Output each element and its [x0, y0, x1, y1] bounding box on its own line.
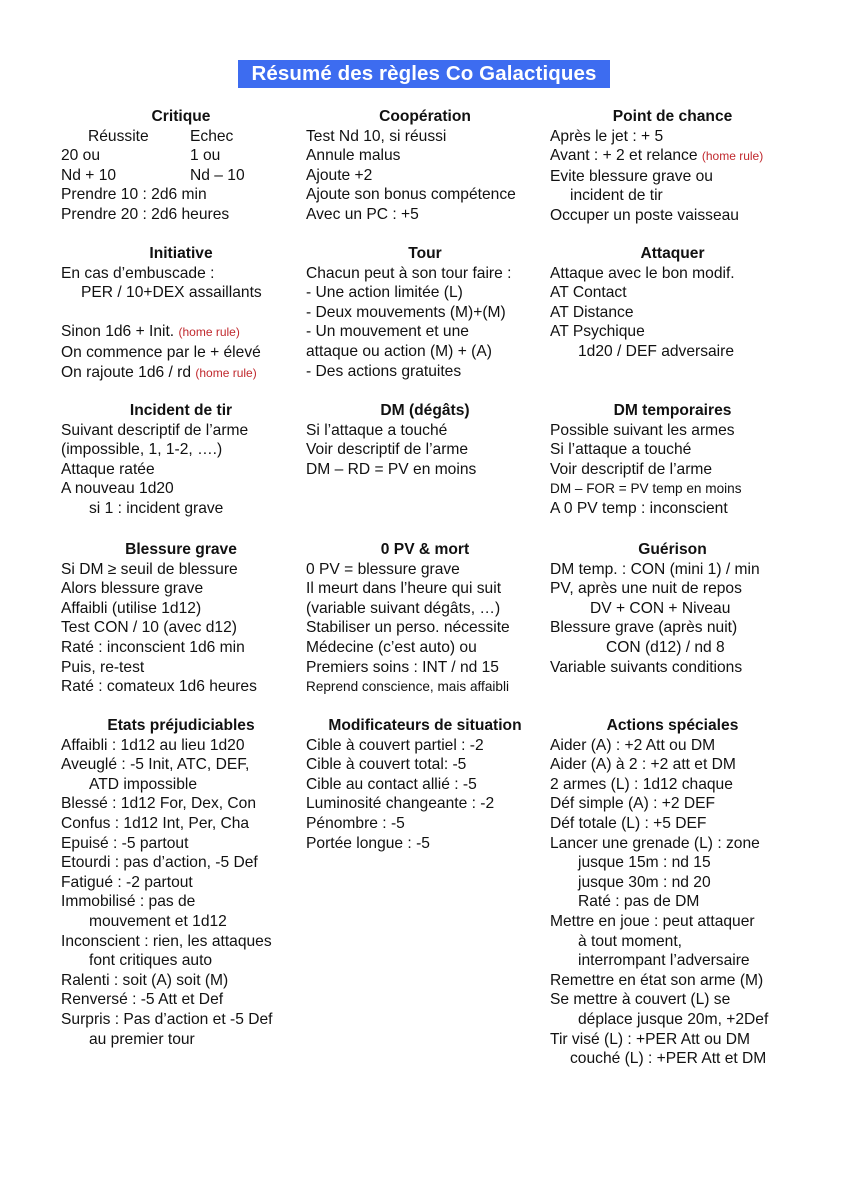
- rule-line: interrompant l’adversaire: [578, 952, 750, 970]
- section-heading: Tour: [408, 245, 442, 262]
- rule-line: Raté : pas de DM: [578, 893, 700, 911]
- section-heading: Incident de tir: [129, 402, 233, 419]
- section-heading: Attaquer: [640, 245, 705, 262]
- rule-line: Pénombre : -5: [306, 814, 405, 832]
- rule-line: Cible au contact allié : -5: [306, 775, 477, 793]
- rule-line: 0 PV = blessure grave: [306, 560, 460, 578]
- rule-line: [61, 363, 301, 384]
- rule-line: AT Psychique: [550, 323, 645, 341]
- section-heading: Coopération: [379, 108, 471, 125]
- section-dm-temporaires: [550, 401, 795, 519]
- rule-line: Annule malus: [306, 147, 401, 165]
- rule-line: Affaibli (utilise 1d12): [61, 599, 202, 617]
- rule-line: Attaque ratée: [61, 460, 155, 478]
- rule-line: DM – FOR = PV temp en moins: [550, 481, 742, 497]
- section-point-de-chance: [550, 107, 795, 226]
- rule-line: Prendre 10 : 2d6 min: [61, 186, 207, 204]
- rule-line: 2 armes (L) : 1d12 chaque: [550, 775, 733, 793]
- rule-line: Cible à couvert partiel : -2: [306, 736, 484, 754]
- page-title: Résumé des règles Co Galactiques: [238, 60, 609, 88]
- rule-line: Prendre 20 : 2d6 heures: [61, 205, 230, 223]
- rule-line: Mettre en joue : peut attaquer: [550, 912, 755, 930]
- rule-line: [61, 322, 301, 343]
- rule-line: Si l’attaque a touché: [550, 441, 692, 459]
- rule-line: Affaibli : 1d12 au lieu 1d20: [61, 736, 245, 754]
- rule-line: DM temp. : CON (mini 1) / min: [550, 560, 760, 578]
- rule-line: (impossible, 1, 1-2, ….): [61, 441, 223, 459]
- rule-line: Surpris : Pas d’action et -5 Def: [61, 1010, 273, 1028]
- rule-line: Aider (A) : +2 Att ou DM: [550, 736, 716, 754]
- rule-line: Fatigué : -2 partout: [61, 873, 193, 891]
- rule-text: Sinon 1d6 + Init.: [61, 323, 179, 341]
- section-heading: Actions spéciales: [606, 717, 739, 734]
- rule-line: A 0 PV temp : inconscient: [550, 499, 728, 517]
- critique-header-row: [61, 127, 301, 147]
- rule-line: Evite blessure grave ou: [550, 167, 713, 185]
- rule-line: Occuper un poste vaisseau: [550, 206, 739, 224]
- rule-line: Epuisé : -5 partout: [61, 834, 189, 852]
- rule-line: Médecine (c’est auto) ou: [306, 638, 477, 656]
- rule-line: DV + CON + Niveau: [590, 599, 731, 617]
- rule-line: à tout moment,: [578, 932, 683, 950]
- rule-line: On commence par le + élevé: [61, 343, 261, 361]
- rule-line: A nouveau 1d20: [61, 480, 174, 498]
- rule-line: Ajoute son bonus compétence: [306, 186, 516, 204]
- home-rule-note: (home rule): [178, 325, 240, 340]
- rule-line: Luminosité changeante : -2: [306, 795, 495, 813]
- section-heading: Blessure grave: [125, 541, 237, 558]
- section-heading: Point de chance: [612, 108, 733, 125]
- rule-line: Variable suivants conditions: [550, 658, 743, 676]
- rule-line: Attaque avec le bon modif.: [550, 264, 735, 282]
- section-initiative: [61, 244, 301, 383]
- rule-line: Renversé : -5 Att et Def: [61, 991, 224, 1009]
- rule-line: Stabiliser un perso. nécessite: [306, 619, 510, 637]
- rule-line: incident de tir: [570, 187, 663, 205]
- critique-row: [61, 166, 301, 186]
- rule-line: au premier tour: [89, 1030, 195, 1048]
- home-rule-note: (home rule): [701, 149, 764, 164]
- section-heading: Guérison: [638, 541, 707, 558]
- rule-line: - Deux mouvements (M)+(M): [306, 303, 506, 321]
- critique-row: [61, 146, 301, 166]
- rule-line: CON (d12) / nd 8: [606, 638, 725, 656]
- rule-line: couché (L) : +PER Att et DM: [570, 1050, 767, 1068]
- section-modificateurs: [306, 716, 544, 853]
- rule-line: - Une action limitée (L): [306, 284, 463, 302]
- rule-line: Déf totale (L) : +5 DEF: [550, 814, 707, 832]
- rule-line: AT Distance: [550, 303, 634, 321]
- rule-line: [550, 146, 795, 167]
- rule-line: Si l’attaque a touché: [306, 421, 448, 439]
- rule-text: On rajoute 1d6 / rd: [61, 363, 196, 381]
- section-heading: Initiative: [149, 245, 213, 262]
- rule-line: Premiers soins : INT / nd 15: [306, 658, 499, 676]
- section-heading: Critique: [151, 108, 211, 125]
- rule-line: Immobilisé : pas de: [61, 893, 196, 911]
- rule-line: Tir visé (L) : +PER Att ou DM: [550, 1030, 751, 1048]
- rule-line: Alors blessure grave: [61, 580, 204, 598]
- rule-line: Portée longue : -5: [306, 834, 430, 852]
- rule-line: Voir descriptif de l’arme: [550, 460, 713, 478]
- rule-line: déplace jusque 20m, +2Def: [578, 1010, 769, 1028]
- section-critique: [61, 107, 301, 225]
- rule-line: Avec un PC : +5: [306, 205, 419, 223]
- rule-line: (variable suivant dégâts, …): [306, 599, 501, 617]
- rule-line: Suivant descriptif de l’arme: [61, 421, 249, 439]
- section-heading: DM temporaires: [613, 402, 732, 419]
- home-rule-note: (home rule): [195, 365, 257, 380]
- rule-line: Il meurt dans l’heure qui suit: [306, 580, 502, 598]
- rule-line: Raté : comateux 1d6 heures: [61, 678, 257, 696]
- rule-line: Après le jet : + 5: [550, 127, 664, 145]
- rule-line: Blessure grave (après nuit): [550, 619, 738, 637]
- critique-cell: 20 ou: [61, 147, 101, 165]
- section-heading: Etats préjudiciables: [107, 717, 255, 734]
- rule-line: Lancer une grenade (L) : zone: [550, 834, 760, 852]
- rule-line: Etourdi : pas d’action, -5 Def: [61, 854, 258, 872]
- rule-line: Blessé : 1d12 For, Dex, Con: [61, 795, 257, 813]
- rule-line: - Un mouvement et une: [306, 323, 469, 341]
- section-0-pv-mort: [306, 540, 544, 697]
- rule-line: Reprend conscience, mais affaibli: [306, 679, 510, 695]
- rule-line: DM – RD = PV en moins: [306, 460, 477, 478]
- rule-line: Se mettre à couvert (L) se: [550, 991, 731, 1009]
- critique-fail-label: Echec: [190, 127, 234, 145]
- spacer: [61, 303, 301, 323]
- rule-line: Aider (A) à 2 : +2 att et DM: [550, 756, 736, 774]
- section-heading: Modificateurs de situation: [328, 717, 522, 734]
- rule-line: Raté : inconscient 1d6 min: [61, 638, 245, 656]
- section-guerison: [550, 540, 795, 677]
- rule-line: jusque 30m : nd 20: [578, 873, 711, 891]
- rule-line: Test CON / 10 (avec d12): [61, 619, 237, 637]
- rule-line: mouvement et 1d12: [89, 912, 227, 930]
- section-blessure-grave: [61, 540, 301, 697]
- critique-cell: Nd + 10: [61, 166, 117, 184]
- rule-line: Cible à couvert total: -5: [306, 756, 467, 774]
- rule-line: Confus : 1d12 Int, Per, Cha: [61, 814, 250, 832]
- title-wrap: [0, 60, 848, 88]
- section-heading: DM (dégâts): [380, 402, 470, 419]
- rule-line: AT Contact: [550, 284, 627, 302]
- section-etats-prejudiciables: [61, 716, 301, 1049]
- rule-line: Ralenti : soit (A) soit (M): [61, 971, 229, 989]
- rule-line: Possible suivant les armes: [550, 421, 735, 439]
- section-heading: 0 PV & mort: [380, 541, 470, 558]
- rule-line: Remettre en état son arme (M): [550, 971, 764, 989]
- rule-line: si 1 : incident grave: [89, 499, 224, 517]
- section-incident-de-tir: [61, 401, 301, 519]
- rule-line: PER / 10+DEX assaillants: [81, 284, 262, 302]
- section-attaquer: [550, 244, 795, 362]
- rule-line: Inconscient : rien, les attaques: [61, 932, 272, 950]
- rule-line: En cas d’embuscade :: [61, 264, 215, 282]
- rule-line: Chacun peut à son tour faire :: [306, 264, 512, 282]
- section-dm-degats: [306, 401, 544, 479]
- rule-line: jusque 15m : nd 15: [578, 854, 711, 872]
- rule-line: Puis, re-test: [61, 658, 145, 676]
- rule-line: Déf simple (A) : +2 DEF: [550, 795, 716, 813]
- rule-line: ATD impossible: [89, 775, 198, 793]
- rule-line: attaque ou action (M) + (A): [306, 342, 492, 360]
- rule-line: Ajoute +2: [306, 166, 373, 184]
- rule-line: Aveuglé : -5 Init, ATC, DEF,: [61, 756, 250, 774]
- critique-cell: Nd – 10: [190, 166, 245, 184]
- critique-success-label: Réussite: [88, 127, 149, 145]
- rule-line: 1d20 / DEF adversaire: [578, 342, 735, 360]
- rule-line: Voir descriptif de l’arme: [306, 441, 469, 459]
- rule-line: Si DM ≥ seuil de blessure: [61, 560, 238, 578]
- rule-line: PV, après une nuit de repos: [550, 580, 742, 598]
- section-tour: [306, 244, 544, 381]
- critique-cell: 1 ou: [190, 147, 221, 165]
- rule-line: Test Nd 10, si réussi: [306, 127, 447, 145]
- rule-text: Avant : + 2 et relance: [550, 147, 702, 165]
- rule-line: - Des actions gratuites: [306, 362, 462, 380]
- section-actions-speciales: [550, 716, 795, 1069]
- rule-line: font critiques auto: [89, 952, 213, 970]
- section-cooperation: [306, 107, 544, 225]
